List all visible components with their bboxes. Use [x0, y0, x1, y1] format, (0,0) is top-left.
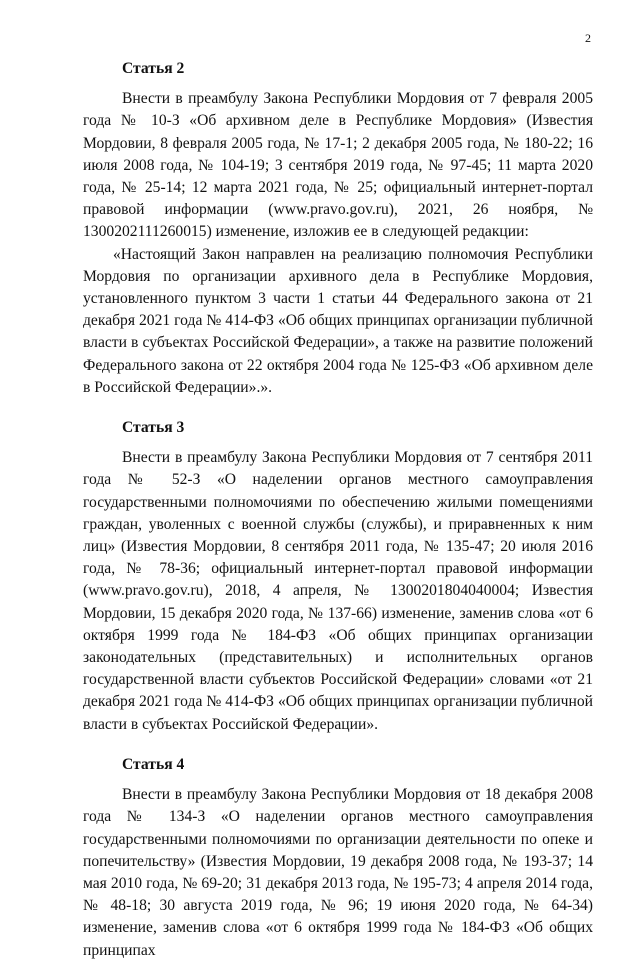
- article-2: [83, 58, 593, 399]
- document-body: [83, 58, 593, 962]
- article-paragraph: Внести в преамбулу Закона Республики Мордовия от 18 декабря 2008 года № 134-З «О наделении органов местного самоуправления государственными полномочиями по организации деятельности по опеке и попечительству» (Известия Мордовии, 19 декабря 2008 года, № 193-37; 14 мая 2010 года, № 69-20; 31 декабря 2013 года, № 195-73; 4 апреля 2014 года, № 48-18; 30 августа 2019 года, № 96; 19 июня 2020 года, № 64-34) изменение, заменив слова «от 6 октября 1999 года № 184-ФЗ «Об общих принципах: [83, 786, 593, 959]
- article-4: [83, 754, 593, 962]
- article-paragraph: Внести в преамбулу Закона Республики Мордовия от 7 февраля 2005 года № 10-З «Об архивном деле в Республике Мордовия» (Известия Мордовии, 8 февраля 2005 года, № 17-1; 2 декабря 2005 года, № 180-22; 16 июля 2008 года, № 104-19; 3 сентября 2019 года, № 97-45; 11 марта 2020 года, № 25-14; 12 марта 2021 года, № 25; официальный интернет-портал правовой информации (www.pravo.gov.ru), 2021, 26 ноября, № 1300202111260015) изменение, изложив ее в следующей редакции:: [83, 90, 593, 241]
- article-paragraph: Внести в преамбулу Закона Республики Мордовия от 7 сентября 2011 года № 52-З «О наделении органов местного самоуправления государственными полномочиями по обеспечению жилыми помещениями граждан, уволенных с военной службы (службы), и приравненных к ним лиц» (Известия Мордовии, 8 сентября 2011 года, № 135-47; 20 июля 2016 года, № 78-36; официальный интернет-портал правовой информации (www.pravo.gov.ru), 2018, 4 апреля, № 1300201804040004; Известия Мордовии, 15 декабря 2020 года, № 137-66) изменение, заменив слова «от 6 октября 1999 года № 184-ФЗ «Об общих принципах организации законодательных (представительных) и исполнительных органов государственной власти субъектов Российской Федерации» словами «от 21 декабря 2021 года № 414-ФЗ «Об общих принципах организации публичной власти в субъектах Российской Федерации».: [83, 449, 593, 733]
- article-quote-paragraph: «Настоящий Закон направлен на реализацию полномочия Республики Мордовия по организации архивного дела в Республике Мордовия, установленного пунктом 3 части 1 статьи 44 Федерального закона от 21 декабря 2021 года № 414-ФЗ «Об общих принципах организации публичной власти в субъектах Российской Федерации», а также на развитие положений Федерального закона от 22 октября 2004 года № 125-ФЗ «Об архивном деле в Российской Федерации».».: [83, 245, 593, 396]
- page-number: 2: [585, 31, 591, 45]
- article-title: Статья 2: [122, 60, 185, 77]
- article-title: Статья 4: [122, 755, 185, 773]
- article-title: Статья 3: [122, 419, 185, 437]
- article-3: [83, 417, 593, 736]
